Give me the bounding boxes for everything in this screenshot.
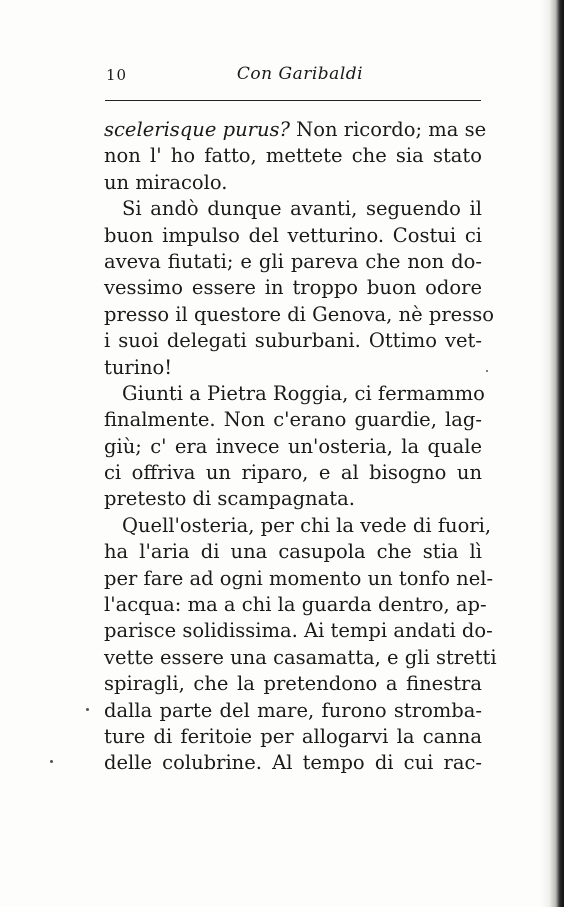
text-line: pretesto di scampagnata. xyxy=(104,487,355,511)
text-line: presso il questore di Genova, nè presso xyxy=(104,302,494,326)
body-text xyxy=(104,117,497,777)
scan-speck xyxy=(86,708,89,711)
text-line: ci offriva un riparo, e al bisogno un xyxy=(104,461,482,485)
text-line: turino! xyxy=(104,355,173,379)
text-line: non l' ho fatto, mettete che sia stato xyxy=(104,144,482,168)
text-line: Quell'osteria, per chi la vede di fuori, xyxy=(122,513,492,537)
text-line: ha l'aria di una casupola che stia lì xyxy=(104,540,482,564)
latin-quote: scelerisque purus? xyxy=(104,118,290,141)
header-rule xyxy=(105,100,481,101)
text-line: finalmente. Non c'erano guardie, lag- xyxy=(104,408,482,432)
running-title: Con Garibaldi xyxy=(236,64,364,84)
text-line: buon impulso del vetturino. Costui ci xyxy=(104,223,482,247)
scan-speck xyxy=(486,370,488,372)
text-line: Giunti a Pietra Roggia, ci fermammo xyxy=(122,381,485,405)
text-line: per fare ad ogni momento un tonfo nel- xyxy=(104,566,494,590)
text-line xyxy=(104,117,487,143)
text-line: parisce solidissima. Ai tempi andati do- xyxy=(104,619,493,643)
text-line-rest: Non ricordo; ma se xyxy=(289,118,487,141)
text-line: vette essere una casamatta, e gli stretti xyxy=(104,645,497,669)
text-line: ture di feritoie per allogarvi la canna xyxy=(104,724,482,748)
text-line: l'acqua: ma a chi la guarda dentro, ap- xyxy=(104,593,487,617)
scan-speck xyxy=(50,760,53,763)
text-line: vessimo essere in troppo buon odore xyxy=(104,276,482,300)
text-line: un miracolo. xyxy=(104,170,228,194)
page-number: 10 xyxy=(106,66,128,84)
text-line: giù; c' era invece un'osteria, la quale xyxy=(104,434,482,458)
text-line: i suoi delegati suburbani. Ottimo vet- xyxy=(104,329,482,353)
book-binding-edge xyxy=(550,0,564,907)
text-line: aveva fiutati; e gli pareva che non do- xyxy=(104,249,482,273)
text-line: dalla parte del mare, furono stromba- xyxy=(104,698,482,722)
text-line: spiragli, che la pretendono a finestra xyxy=(104,672,482,696)
binding-shadow xyxy=(540,0,550,907)
text-line: Si andò dunque avanti, seguendo il xyxy=(122,197,482,221)
text-line: delle colubrine. Al tempo di cui rac- xyxy=(104,751,482,775)
